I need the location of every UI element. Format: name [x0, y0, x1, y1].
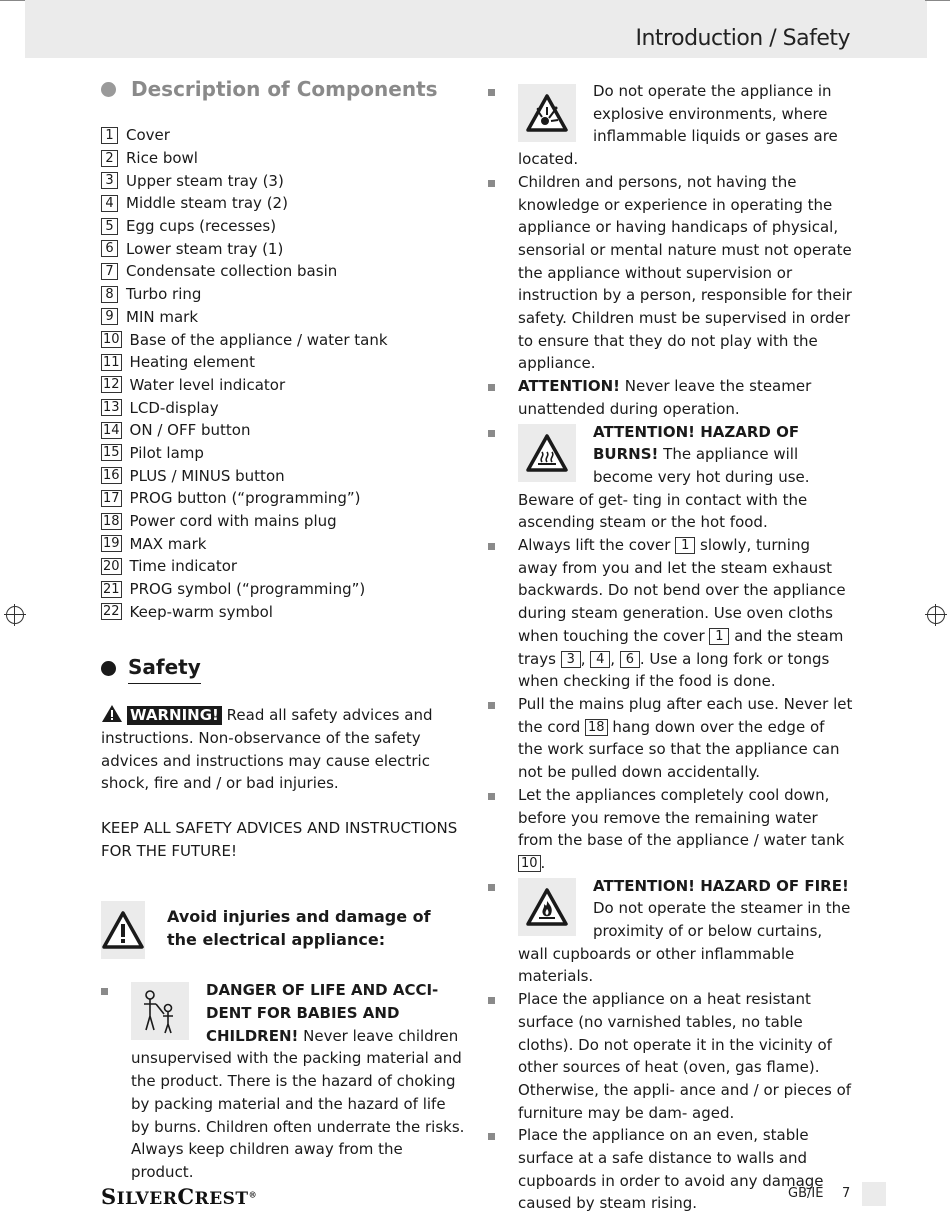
warning-badge: WARNING!	[127, 706, 222, 725]
component-item	[101, 464, 466, 487]
page-number: 7	[842, 1186, 851, 1201]
component-number: 21	[103, 581, 120, 597]
component-item	[101, 396, 466, 419]
avoid-injuries-block: Avoid injuries and damage of the electrical appliance:	[101, 901, 466, 959]
component-item	[101, 283, 466, 306]
component-item	[101, 487, 466, 510]
danger-children-item: DANGER OF LIFE AND ACCI- DENT FOR BABIES AND CHILDREN! Never leave children unsupervised with the packing material and the product. There is the hazard of choking by packing material and the hazard of life by burns. Children often underrate the risks. Always keep children away from the product.	[101, 979, 466, 1183]
component-label: Lower steam tray (1)	[126, 239, 284, 258]
component-number: 3	[101, 172, 118, 189]
fire-hazard-icon	[518, 878, 576, 936]
safety-heading: Safety	[101, 653, 466, 684]
component-number: 5	[101, 218, 118, 235]
ref-box: 18	[585, 719, 608, 736]
component-label: Upper steam tray (3)	[126, 171, 284, 190]
component-number: 1	[101, 127, 118, 144]
component-item	[101, 510, 466, 533]
hazard-burns-item: ATTENTION! HAZARD OF BURNS! The appliance will become very hot during use. Beware of get- ting in contact with the ascending steam or the hot food.	[488, 421, 853, 535]
component-item	[101, 374, 466, 397]
lift-cover-item: Always lift the cover 1 slowly, turning away from you and let the steam exhaust backwards. Do not bend over the appliance during steam generation. Use oven cloths when touching the cover 1 and the steam trays 3 , 4 , 6 . Use a long fork or tongs when checking if the food is done.	[488, 534, 853, 693]
component-item	[101, 578, 466, 601]
component-item	[101, 260, 466, 283]
left-column	[101, 74, 466, 1184]
component-label: Egg cups (recesses)	[126, 217, 277, 236]
heading-bullet-icon	[101, 661, 116, 676]
component-number: 20	[103, 558, 120, 574]
component-number: 19	[103, 536, 120, 552]
warning-paragraph: WARNING! Read all safety advices and instructions. Non-observance of the safety advices and instructions may cause electric shock, fire and / or bad injuries.	[101, 706, 433, 793]
component-label: ON / OFF button	[129, 421, 251, 440]
heat-resistant-item: Place the appliance on a heat resistant surface (no varnished tables, no table cloths). Do not operate it in the vicinity of other sources of heat (oven, gas flame). Otherwise, the appli- ance and / or pieces of furniture may be dam- aged.	[488, 988, 853, 1124]
ref-box: 1	[709, 628, 729, 645]
component-item	[101, 169, 466, 192]
components-list	[101, 124, 466, 623]
hot-surface-icon	[518, 424, 576, 482]
component-label: MAX mark	[129, 534, 207, 553]
component-label: Rice bowl	[126, 149, 198, 168]
component-label: Pilot lamp	[129, 443, 204, 462]
component-number: 11	[103, 354, 120, 370]
component-number: 4	[101, 195, 118, 212]
page-title: Introduction / Safety	[635, 26, 850, 51]
explosive-item: Do not operate the appliance in explosive environments, where inflammable liquids or gases are located.	[488, 80, 853, 171]
keep-instructions: KEEP ALL SAFETY ADVICES AND INSTRUCTIONS FOR THE FUTURE!	[101, 818, 458, 860]
component-item	[101, 442, 466, 465]
component-number: 9	[101, 308, 118, 325]
component-label: Keep-warm symbol	[129, 602, 273, 621]
component-label: Middle steam tray (2)	[126, 194, 288, 213]
attention-unattended-item: ATTENTION! Never leave the steamer unattended during operation.	[488, 375, 853, 420]
caution-icon	[101, 901, 145, 959]
component-item	[101, 215, 466, 238]
ref-box: 10	[518, 855, 541, 872]
component-label: Heating element	[129, 353, 255, 372]
component-number: 14	[103, 422, 120, 438]
registration-mark-icon	[6, 606, 24, 624]
component-label: PROG symbol (“programming”)	[129, 580, 366, 599]
component-number: 12	[103, 377, 120, 393]
warning-triangle-icon	[101, 704, 123, 723]
component-item	[101, 419, 466, 442]
component-number: 13	[103, 400, 120, 416]
stable-surface-item: Place the appliance on an even, stable surface at a safe distance to walls and cupboards in order to avoid any damage caused by steam rising.	[488, 1124, 853, 1215]
component-item	[101, 532, 466, 555]
cool-down-item: Let the appliances completely cool down, before you remove the remaining water from the base of the appliance / water tank 10 .	[488, 784, 853, 875]
component-number: 8	[101, 286, 118, 303]
component-item	[101, 124, 466, 147]
ref-box: 3	[561, 651, 581, 668]
component-number: 6	[101, 240, 118, 257]
ref-box: 4	[590, 651, 610, 668]
component-label: Cover	[126, 126, 170, 145]
component-number: 16	[103, 468, 120, 484]
ref-box: 1	[675, 537, 695, 554]
crop-mark-right	[925, 0, 950, 1]
hazard-fire-item: ATTENTION! HAZARD OF FIRE! Do not operate the steamer in the proximity of or below curtains, wall cupboards or other inflammable materials.	[488, 875, 853, 989]
footer-region: GB/IE	[788, 1186, 824, 1201]
component-label: PLUS / MINUS button	[129, 466, 285, 485]
component-label: Turbo ring	[126, 285, 202, 304]
component-item	[101, 237, 466, 260]
component-item	[101, 192, 466, 215]
crop-mark-left	[0, 0, 25, 1]
component-number: 10	[103, 332, 120, 348]
component-item	[101, 306, 466, 329]
component-number: 18	[103, 513, 120, 529]
component-number: 17	[103, 490, 120, 506]
children-item: Children and persons, not having the knowledge or experience in operating the appliance or having handicaps of physical, sensorial or mental nature must not operate the appliance without supervision or instruction by a person, responsible for their safety. Children must be supervised in order to ensure that they do not play with the appliance.	[488, 171, 853, 375]
component-label: Water level indicator	[129, 375, 286, 394]
heading-bullet-icon	[101, 82, 116, 97]
explosive-icon	[518, 84, 576, 142]
component-item	[101, 600, 466, 623]
registration-mark-icon	[927, 606, 945, 624]
component-item	[101, 555, 466, 578]
component-number: 2	[101, 150, 118, 167]
component-label: Time indicator	[129, 557, 238, 576]
component-label: Base of the appliance / water tank	[129, 330, 388, 349]
right-column	[488, 80, 853, 1215]
component-item	[101, 351, 466, 374]
component-label: MIN mark	[126, 307, 199, 326]
mains-plug-item: Pull the mains plug after each use. Never let the cord 18 hang down over the edge of the work surface so that the appliance can not be pulled down accidentally.	[488, 693, 853, 784]
brand-logo: SILVERCREST®	[101, 1184, 258, 1209]
ref-box: 6	[620, 651, 640, 668]
footer-tab	[862, 1182, 886, 1206]
component-label: Condensate collection basin	[126, 262, 338, 281]
component-number: 15	[103, 445, 120, 461]
component-number: 22	[103, 604, 120, 620]
component-item	[101, 328, 466, 351]
child-safety-icon	[131, 982, 189, 1040]
component-item	[101, 147, 466, 170]
component-number: 7	[101, 263, 118, 280]
component-label: PROG button (“programming”)	[129, 489, 361, 508]
component-label: LCD-display	[129, 398, 219, 417]
components-heading: Description of Components	[101, 74, 466, 104]
component-label: Power cord with mains plug	[129, 512, 337, 531]
